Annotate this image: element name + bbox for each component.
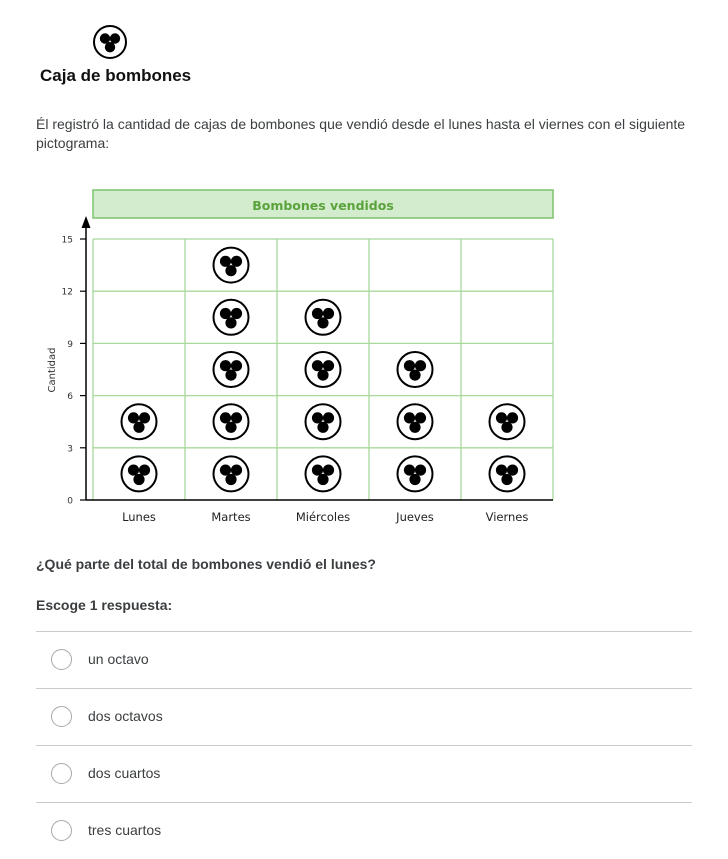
y-axis-ticks [62, 236, 86, 507]
bonbon-box-icon [214, 352, 249, 387]
y-tick-label: 3 [67, 444, 73, 455]
intro-text: Él registró la cantidad de cajas de bombones que vendió desde el lunes hasta el viernes con el siguiente pictograma: [36, 116, 686, 151]
bonbon-box-icon [214, 248, 249, 283]
bonbon-box-icon [306, 352, 341, 387]
radio-button[interactable] [51, 649, 72, 670]
choice-label: dos octavos [88, 708, 163, 724]
bonbon-box-icon [398, 456, 433, 491]
chart-title-box [93, 190, 553, 218]
y-tick-label: 15 [61, 235, 73, 246]
answer-choices [36, 631, 692, 859]
bonbon-box-icon [490, 404, 525, 439]
choice-dos-octavos[interactable] [36, 688, 692, 745]
bonbon-box-icon [214, 300, 249, 335]
pictograph-chart [40, 180, 560, 530]
radio-button[interactable] [51, 820, 72, 841]
legend-label: Caja de bombones [40, 66, 192, 85]
x-tick-label: Lunes [122, 510, 156, 524]
bonbon-box-icon [214, 456, 249, 491]
bonbon-box-icon [490, 456, 525, 491]
pictograph-icons [122, 248, 525, 492]
choice-dos-cuartos[interactable] [36, 745, 692, 802]
question-text: ¿Qué parte del total de bombones vendió el lunes? [36, 556, 376, 572]
x-tick-label: Jueves [396, 510, 434, 524]
chart-title: Bombones vendidos [252, 198, 394, 213]
bonbon-box-icon [306, 404, 341, 439]
choice-label: dos cuartos [88, 765, 161, 781]
x-tick-label: Miércoles [295, 510, 351, 524]
bonbon-box-icon [398, 404, 433, 439]
x-tick-label: Martes [211, 510, 251, 524]
bonbon-box-icon [122, 456, 157, 491]
bonbon-box-icon [306, 300, 341, 335]
y-tick-label: 12 [61, 287, 73, 298]
bonbon-box-icon [306, 456, 341, 491]
y-axis-label: Cantidad [47, 347, 58, 393]
radio-button[interactable] [51, 763, 72, 784]
radio-button[interactable] [51, 706, 72, 727]
choice-tres-cuartos[interactable] [36, 802, 692, 859]
choice-un-octavo[interactable] [36, 631, 692, 688]
bonbon-box-icon [122, 404, 157, 439]
x-tick-label: Viernes [485, 510, 529, 524]
y-tick-label: 6 [67, 392, 73, 403]
x-axis-labels [122, 510, 528, 524]
choose-instruction: Escoge 1 respuesta: [36, 597, 173, 613]
bonbon-box-icon [214, 404, 249, 439]
bonbon-box-icon [398, 352, 433, 387]
y-tick-label: 0 [67, 496, 73, 507]
y-tick-label: 9 [67, 339, 73, 350]
choice-label: un octavo [88, 651, 149, 667]
choice-label: tres cuartos [88, 822, 162, 838]
bonbon-box-icon [92, 24, 128, 60]
